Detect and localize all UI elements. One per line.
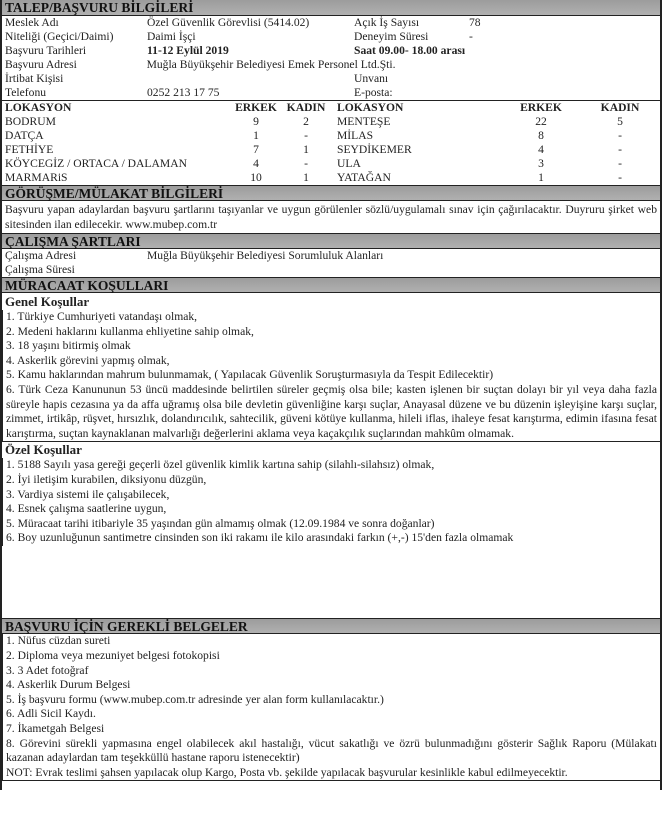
talep-table [2, 16, 660, 100]
col-header: LOKASYON [337, 101, 404, 114]
location-cell: 1 [303, 143, 309, 156]
list-item: 5. İş başvuru formu (www.mubep.com.tr adresinde yer alan form kullanılacaktır.) [2, 693, 660, 708]
list-item: 6. Boy uzunluğunun santimetre cinsinden son iki rakamı ile kilo arasındaki farkın (+,-) 15'den fazla olmamak [2, 531, 660, 546]
location-cell: BODRUM [5, 115, 56, 128]
col-header: ERKEK [520, 101, 562, 114]
ozel-kosullar-list [2, 458, 660, 618]
talep-cell: Muğla Büyükşehir Belediyesi Emek Personel Ltd.Şti. [146, 58, 396, 71]
gorusme-text: Başvuru yapan adaylardan başvuru şartlarını taşıyanlar ve uygun görülenler sözlü/uygulamalı sınav için çağırılacaktır. Duyruru şirket web sitesinden ilan edilecekir. www.mubep.com.tr [5, 203, 657, 231]
location-cell: 3 [538, 157, 544, 170]
talep-row [2, 16, 660, 30]
section-header-gorusme: GÖRÜŞME/MÜLAKAT BİLGİLERİ [2, 185, 660, 201]
location-cell: SEYDİKEMER [337, 143, 412, 156]
location-row [2, 143, 660, 157]
list-item: 4. Esnek çalışma saatlerine uygun, [2, 502, 660, 517]
list-item: 5. Müracaat tarihi itibariyle 35 yaşından gün almamış olmak (12.09.1984 ve sonra doğanlar) [2, 517, 660, 532]
list-item: 2. İyi iletişim kurabilen, diksiyonu düzgün, [2, 473, 660, 488]
calisma-value: Muğla Büyükşehir Belediyesi Sorumluluk Alanları [147, 249, 384, 262]
location-cell: 10 [250, 171, 262, 184]
location-cell: MARMARiS [5, 171, 68, 184]
talep-cell: 0252 213 17 75 [147, 86, 220, 99]
talep-cell: - [469, 30, 473, 43]
calisma-label: Çalışma Süresi [5, 263, 75, 276]
location-row [2, 115, 660, 129]
list-item: NOT: Evrak teslimi şahsen yapılacak olup Kargo, Posta vb. şekilde yapılacak başvurular kesinlikle kabul edilmeyecektir. [2, 766, 660, 781]
location-table [2, 100, 660, 185]
list-item: 6. Türk Ceza Kanununun 53 üncü maddesinde belirtilen süreler geçmiş olsa bile; kasten işlenen bir suçtan dolayı bir yıl veya daha fazla süreyle hapis cezasına ya da affa uğramış olsa bile devletin güvenliğine karşı suçlar, Anayasal düzene ve bu düzenin işleyişine karşı suçlar, zimmet, irtikâp, rüşvet, hırsızlık, dolandırıcılık, sahtecilik, güveni kötüye kullanma, hileli iflas, ihaleye fesat karıştırma, edimin ifasına fesat karıştırma, suçtan kaynaklanan malvarlığı değerlerini aklama veya kaçakçılık suçlarından mahkûm olmamak. [2, 383, 660, 441]
list-item: 4. Askerlik Durum Belgesi [2, 678, 660, 693]
location-cell: FETHİYE [5, 143, 54, 156]
list-item: 3. 18 yaşını bitirmiş olmak [2, 339, 660, 354]
talep-row [2, 72, 660, 86]
talep-cell: 11-12 Eylül 2019 [147, 44, 229, 57]
location-row [2, 157, 660, 171]
location-cell: ULA [337, 157, 361, 170]
talep-cell: Başvuru Adresi [5, 58, 77, 71]
location-cell: KÖYCEGİZ / ORTACA / DALAMAN [5, 157, 187, 170]
location-cell: 2 [303, 115, 309, 128]
location-cell: 22 [535, 115, 547, 128]
talep-row [2, 30, 660, 44]
location-cell: 1 [303, 171, 309, 184]
talep-cell: İrtibat Kişisi [5, 72, 64, 85]
col-header: KADIN [286, 101, 326, 114]
list-item: 2. Medeni haklarını kullanma ehliyetine sahip olmak, [2, 325, 660, 340]
section-header-calisma: ÇALIŞMA ŞARTLARI [2, 233, 660, 249]
location-cell: 1 [253, 129, 259, 142]
section-header-talep: TALEP/BAŞVURU BİLGİLERİ [2, 0, 660, 16]
talep-row [2, 86, 660, 100]
location-cell: - [618, 143, 622, 156]
list-item: 4. Askerlik görevini yapmış olmak, [2, 354, 660, 369]
genel-kosullar-list [2, 310, 660, 441]
list-item: 6. Adli Sicil Kaydı. [2, 707, 660, 722]
belgeler-list [2, 634, 660, 780]
location-cell: - [618, 129, 622, 142]
location-cell: 4 [253, 157, 259, 170]
section-header-muracaat: MÜRACAAT KOŞULLARI [2, 277, 660, 293]
location-cell: - [304, 157, 308, 170]
talep-cell: Meslek Adı [5, 16, 59, 29]
talep-cell [147, 72, 354, 86]
location-cell: 9 [253, 115, 259, 128]
talep-cell [545, 58, 660, 72]
location-cell: - [304, 129, 308, 142]
location-cell: - [618, 171, 622, 184]
ozel-kosullar-box [2, 441, 660, 618]
list-item: 7. İkametgah Belgesi [2, 722, 660, 737]
location-cell: 4 [538, 143, 544, 156]
calisma-row [2, 263, 660, 277]
list-item: 1. Türkiye Cumhuriyeti vatandaşı olmak, [2, 310, 660, 325]
location-cell: 8 [538, 129, 544, 142]
calisma-row [2, 249, 660, 263]
location-header-row [2, 101, 660, 115]
ozel-kosullar-title: Özel Koşullar [5, 442, 82, 458]
talep-cell: Niteliği (Geçici/Daimi) [5, 30, 114, 43]
location-cell: 7 [253, 143, 259, 156]
location-cell: MİLAS [337, 129, 374, 142]
talep-cell: Açık İş Sayısı [354, 16, 420, 29]
talep-cell: Başvuru Tarihleri [5, 44, 87, 57]
list-item: 3. 3 Adet fotoğraf [2, 664, 660, 679]
location-row [2, 171, 660, 185]
talep-cell: Özel Güvenlik Görevlisi (5414.02) [147, 16, 310, 29]
talep-cell: 78 [469, 16, 481, 29]
location-cell: 1 [538, 171, 544, 184]
talep-cell: Unvanı [354, 72, 389, 85]
table-bottom [2, 780, 660, 790]
talep-cell: Saat 09.00- 18.00 arası [354, 44, 466, 57]
section-header-belgeler: BAŞVURU İÇİN GEREKLİ BELGELER [2, 618, 660, 634]
talep-row [2, 44, 660, 58]
location-cell: MENTEŞE [337, 115, 391, 128]
talep-cell: Deneyim Süresi [354, 30, 429, 43]
talep-cell: Telefonu [5, 86, 47, 99]
col-header: LOKASYON [5, 101, 72, 114]
list-item: 1. 5188 Sayılı yasa gereği geçerli özel güvenlik kimlik kartına sahip (silahlı-silahsız) olmak, [2, 458, 660, 473]
col-header: KADIN [600, 101, 640, 114]
list-item: 3. Vardiya sistemi ile çalışabilecek, [2, 488, 660, 503]
talep-cell: E-posta: [354, 86, 393, 99]
location-cell: DATÇA [5, 129, 44, 142]
talep-row [2, 58, 660, 72]
talep-cell: Daimi İşçi [147, 30, 196, 43]
location-cell: 5 [617, 115, 623, 128]
calisma-label: Çalışma Adresi [5, 249, 77, 262]
list-item: 1. Nüfus cüzdan sureti [2, 634, 660, 649]
list-item: 2. Diploma veya mezuniyet belgesi fotokopisi [2, 649, 660, 664]
location-cell: YATAĞAN [337, 171, 391, 184]
list-item: 5. Kamu haklarından mahrum bulunmamak, ( Yapılacak Güvenlik Soruşturmasıyla da Tespit Edilecektir) [2, 368, 660, 383]
location-row [2, 129, 660, 143]
list-item: 8. Görevini sürekli yapmasına engel olabilecek akıl hastalığı, vücut sakatlığı ve özrü bulunmadığını gösterir Sağlık Raporu (Mülakatı kazanan adaylardan tam teşekküllü hastane raporu istenecektir) [2, 737, 660, 766]
genel-kosullar-title: Genel Koşullar [5, 294, 90, 309]
location-cell: - [618, 157, 622, 170]
col-header: ERKEK [235, 101, 277, 114]
calisma-table [2, 249, 660, 277]
